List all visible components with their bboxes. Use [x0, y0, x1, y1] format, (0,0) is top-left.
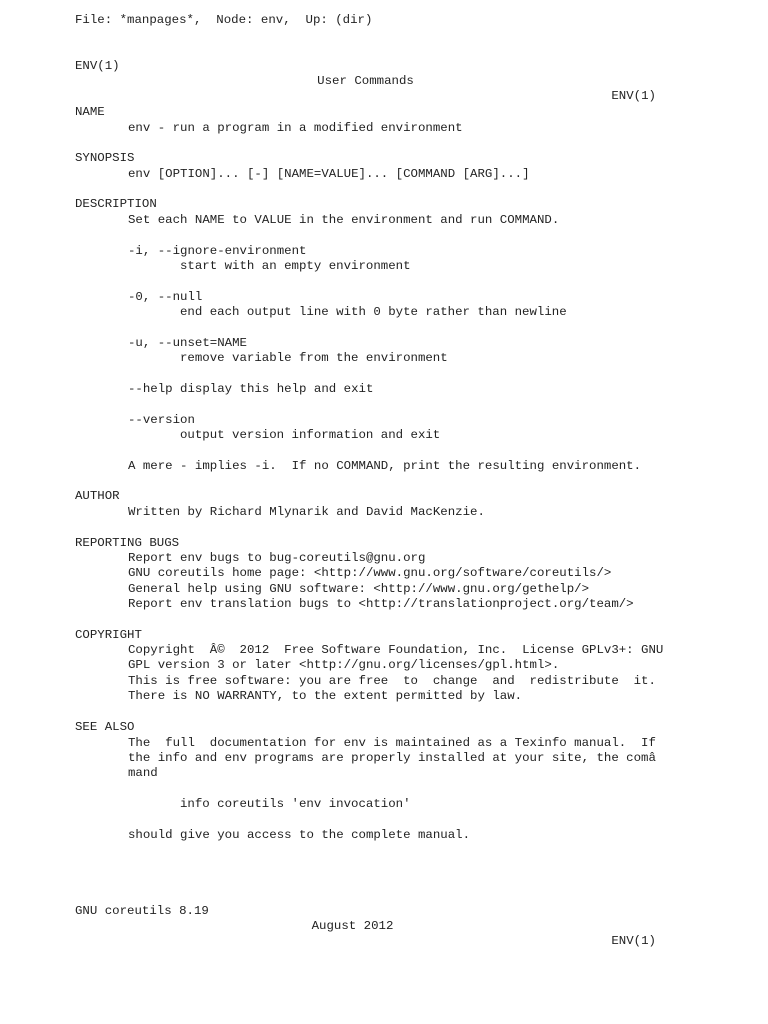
- option-flag: --version: [128, 413, 195, 427]
- option-flag: -0, --null: [128, 290, 203, 304]
- option-description: start with an empty environment: [180, 259, 411, 273]
- option-flag: -i, --ignore-environment: [128, 244, 307, 258]
- header-center: User Commands: [317, 74, 414, 88]
- section-heading-reporting-bugs: REPORTING BUGS: [75, 536, 180, 550]
- copyright-line: There is NO WARRANTY, to the extent permitted by law.: [128, 689, 523, 703]
- reporting-bugs-line: GNU coreutils home page: <http://www.gnu.org/software/coreutils/>: [128, 566, 612, 580]
- see-also-closing: should give you access to the complete manual.: [128, 828, 471, 842]
- reporting-bugs-line: General help using GNU software: <http://www.gnu.org/gethelp/>: [128, 582, 590, 596]
- option-description: output version information and exit: [180, 428, 441, 442]
- option-description: end each output line with 0 byte rather than newline: [180, 305, 567, 319]
- reporting-bugs-line: Report env bugs to bug-coreutils@gnu.org: [128, 551, 426, 565]
- see-also-line: The full documentation for env is maintained as a Texinfo manual. If: [128, 736, 656, 750]
- see-also-line: mand: [128, 766, 158, 780]
- section-heading-see-also: SEE ALSO: [75, 720, 135, 734]
- footer-left: GNU coreutils 8.19: [75, 904, 209, 918]
- synopsis-text: env [OPTION]... [-] [NAME=VALUE]... [COMMAND [ARG]...]: [128, 167, 530, 181]
- copyright-line: GPL version 3 or later <http://gnu.org/licenses/gpl.html>.: [128, 658, 560, 672]
- section-heading-description: DESCRIPTION: [75, 197, 157, 211]
- page-footer: [75, 889, 656, 948]
- header-right: ENV(1): [611, 89, 656, 103]
- description-note: A mere - implies -i. If no COMMAND, print the resulting environment.: [128, 459, 642, 473]
- info-node-line: File: *manpages*, Node: env, Up: (dir): [75, 13, 373, 27]
- footer-right: ENV(1): [611, 934, 656, 948]
- see-also-line: the info and env programs are properly installed at your site, the comâ: [128, 751, 656, 765]
- copyright-line: Copyright Â© 2012 Free Software Foundation, Inc. License GPLv3+: GNU: [128, 643, 664, 657]
- footer-center: August 2012: [311, 919, 394, 933]
- reporting-bugs-line: Report env translation bugs to <http://translationproject.org/team/>: [128, 597, 634, 611]
- section-heading-author: AUTHOR: [75, 489, 120, 503]
- option-description: remove variable from the environment: [180, 351, 448, 365]
- see-also-command: info coreutils 'env invocation': [180, 797, 411, 811]
- section-heading-name: NAME: [75, 105, 105, 119]
- page-header: [75, 44, 656, 103]
- author-text: Written by Richard Mlynarik and David MacKenzie.: [128, 505, 485, 519]
- name-text: env - run a program in a modified environment: [128, 121, 463, 135]
- help-option-line: --help display this help and exit: [128, 382, 374, 396]
- section-heading-synopsis: SYNOPSIS: [75, 151, 135, 165]
- section-heading-copyright: COPYRIGHT: [75, 628, 142, 642]
- header-left: ENV(1): [75, 59, 120, 73]
- copyright-line: This is free software: you are free to change and redistribute it.: [128, 674, 656, 688]
- option-flag: -u, --unset=NAME: [128, 336, 247, 350]
- description-intro: Set each NAME to VALUE in the environment and run COMMAND.: [128, 213, 560, 227]
